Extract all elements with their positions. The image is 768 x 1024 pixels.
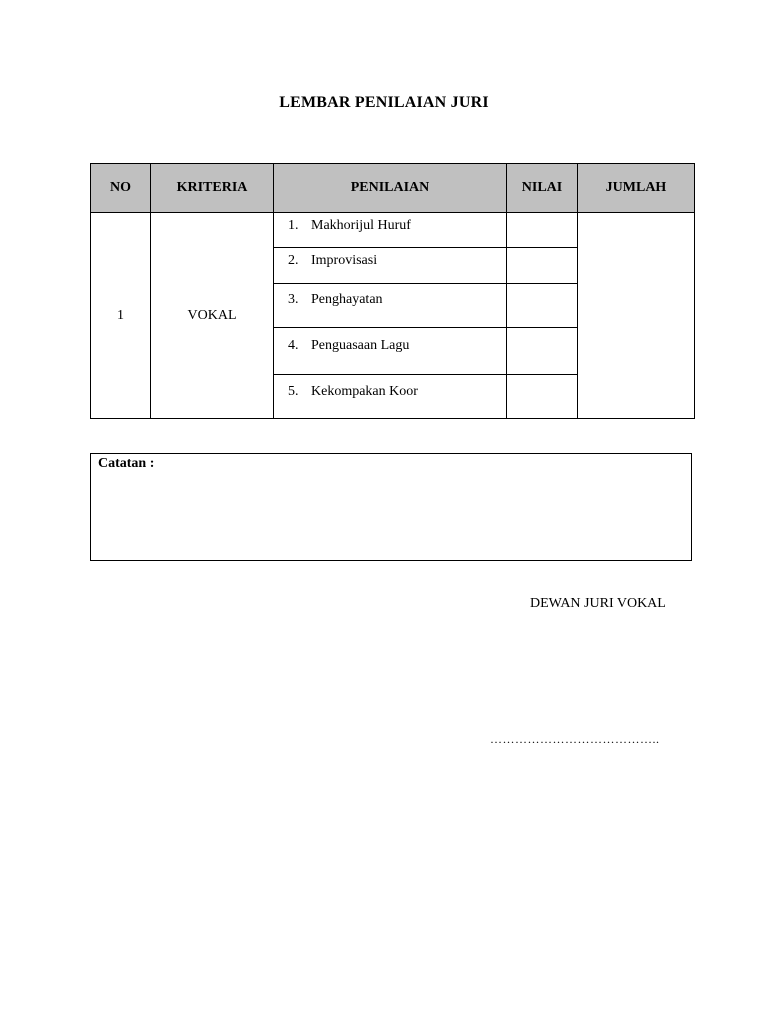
- table-row: [91, 213, 695, 248]
- header-nilai: NILAI: [507, 164, 578, 213]
- criterion-number: 2.: [288, 253, 299, 268]
- header-jumlah: JUMLAH: [578, 164, 695, 213]
- criterion-number: 5.: [288, 384, 299, 399]
- nilai-cell[interactable]: [507, 213, 578, 248]
- row-kriteria: VOKAL: [151, 213, 274, 419]
- notes-box[interactable]: [90, 453, 692, 561]
- criterion-label: Penguasaan Lagu: [311, 338, 410, 353]
- jury-title: DEWAN JURI VOKAL: [530, 596, 666, 611]
- score-table: [90, 163, 695, 419]
- criterion-label: Improvisasi: [311, 253, 378, 268]
- nilai-cell[interactable]: [507, 284, 578, 328]
- nilai-cell[interactable]: [507, 328, 578, 375]
- nilai-cell[interactable]: [507, 248, 578, 284]
- header-penilaian: PENILAIAN: [274, 164, 507, 213]
- criterion-item: [274, 375, 507, 419]
- criterion-label: Penghayatan: [311, 292, 383, 307]
- header-kriteria: KRITERIA: [151, 164, 274, 213]
- criterion-number: 3.: [288, 292, 299, 307]
- criterion-label: Kekompakan Koor: [311, 384, 418, 399]
- table-header-row: [91, 164, 695, 213]
- signature-line: …………………………………..: [490, 732, 660, 746]
- criterion-item: [274, 248, 507, 284]
- header-no: NO: [91, 164, 151, 213]
- criterion-item: [274, 328, 507, 375]
- criterion-number: 1.: [288, 218, 299, 233]
- criterion-number: 4.: [288, 338, 299, 353]
- criterion-item: [274, 213, 507, 248]
- jumlah-cell[interactable]: [578, 213, 695, 419]
- row-no: 1: [91, 213, 151, 419]
- notes-label: Catatan :: [98, 456, 155, 471]
- criterion-label: Makhorijul Huruf: [311, 218, 411, 233]
- page-title: LEMBAR PENILAIAN JURI: [279, 94, 489, 111]
- criterion-item: [274, 284, 507, 328]
- nilai-cell[interactable]: [507, 375, 578, 419]
